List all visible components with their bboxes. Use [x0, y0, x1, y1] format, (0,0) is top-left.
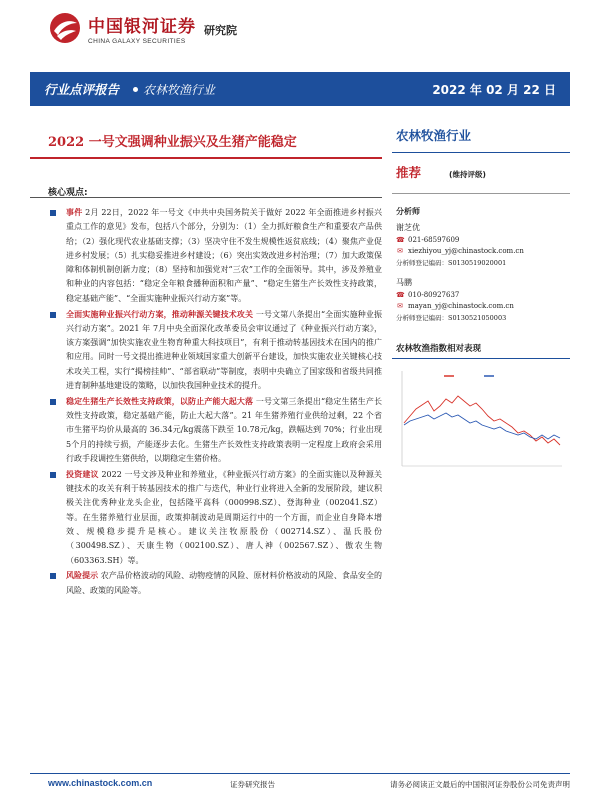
footer-divider — [30, 773, 570, 774]
core-divider — [30, 197, 382, 198]
list-item — [48, 468, 382, 568]
phone-icon: ☎ — [396, 291, 405, 299]
point-text: 一号文第三条提出“稳定生猪生产长效性支持政策，稳定基础产能，防止大起大落”。21 年生猪养殖行业供给过剩，22 个省市生猪平均价从最高的 36.34元/kg震荡下跌至 10.78元/kg，跌幅达到 70%；行业出现 5个月的持续亏损，产能逐步去化。生猪生产长效性支持政策表明一定程度上政府会采用行政手段调控生猪供给，以期稳定生猪价格。 — [66, 396, 383, 464]
rating-note: (维持评级) — [449, 170, 486, 179]
logo-en-text: CHINA GALAXY SECURITIES — [88, 37, 186, 45]
analyst-name: 马鹏 — [396, 278, 412, 287]
analyst-cert: 分析师登记编码：S0130521050003 — [396, 314, 507, 322]
logo-cn-text: 中国银河证券 — [88, 16, 196, 37]
point-lead: 事件 — [66, 208, 83, 217]
analyst-block-2 — [392, 277, 570, 322]
report-type: 行业点评报告 — [44, 82, 120, 97]
galaxy-logo-icon — [48, 11, 82, 45]
core-heading: 核心观点: — [48, 188, 88, 198]
footer-label: 证券研究报告 — [230, 780, 275, 789]
footer-url-link[interactable]: www.chinastock.com.cn — [48, 778, 153, 788]
analyst-email[interactable]: xiezhiyou_yj@chinastock.com.cn — [408, 247, 524, 255]
header-banner — [30, 72, 570, 106]
bullet-square-icon — [50, 312, 56, 318]
bullet-square-icon — [50, 210, 56, 216]
core-points — [48, 206, 382, 600]
report-date: 2022 年 02 月 22 日 — [432, 82, 556, 97]
point-text: 2022 一号文涉及种业和养殖业，《种业振兴行动方案》的全面实施以及种源关键技术的攻关有利于转基因技术的推广与迭代，种业行业将进入全新的发展阶段，建议积极关注优秀种业龙头企业，包括隆平高科（000998.SZ）、登海种业（002041.SZ）等。在生猪养殖行业层面，政策抑制波动是周期运行中的一个方面，而企业自身降本增效、规模稳步提升是核心。建议关注牧原股份（002714.SZ）、温氏股份（300498.SZ）、天康生物（002100.SZ）、唐人神（002567.SZ）、傲农生物（603363.SH）等。 — [66, 469, 382, 565]
bullet-square-icon — [50, 399, 56, 405]
analyst-name: 谢芝优 — [396, 223, 420, 232]
bullet-square-icon — [50, 573, 56, 579]
email-icon: ✉ — [397, 247, 403, 255]
analyst-block-1 — [392, 222, 570, 267]
point-lead: 全面实施种业振兴行动方案，推动种源关键技术攻关 — [66, 309, 254, 319]
phone-icon: ☎ — [396, 236, 405, 244]
point-text: 农产品价格波动的风险、动物疫情的风险、原材料价格波动的风险、食品安全的风险、政策的风险等。 — [66, 571, 382, 595]
analyst-phone: 021-68597609 — [408, 236, 460, 244]
rating-label: 推荐 — [396, 165, 422, 180]
chart-title: 农林牧渔指数相对表现 — [396, 344, 482, 354]
analyst-cert: 分析师登记编码：S0130519020001 — [396, 259, 507, 267]
point-text: 2月 22日，2022 年一号文《中共中央国务院关于做好 2022 年全面推进乡村振兴重点工作的意见》发布，包括八个部分，分别为：（1）全力抓好粮食生产和重要农产品供给；（2）强化现代农业基础支撑；（3）坚决守住不发生规模性返贫底线；（4）聚焦产业促进乡村发展；（5）扎实稳妥推进乡村建设；（6）突出实效改进乡村治理；（7）加大政策保障和体制机制创新力度；（8）坚持和加强党对“三农”工作的全面领导。其中，涉及养殖业和种业的内容包括：“稳定全年粮食播种面积和产量”、“稳定生猪生产长效性支持政策，稳定基础产能”、“全面实施种业振兴行动方案”等。 — [66, 208, 382, 303]
point-lead: 投资建议 — [66, 469, 99, 479]
title-divider — [30, 157, 382, 159]
list-item — [48, 206, 382, 306]
email-icon: ✉ — [397, 302, 403, 310]
series-a-line — [404, 396, 560, 445]
bullet-square-icon — [50, 472, 56, 478]
list-item — [48, 395, 382, 466]
chart-divider — [392, 358, 570, 359]
company-logo — [48, 6, 237, 50]
analyst-phone: 010-80927637 — [408, 291, 460, 299]
sidebar-industry: 农林牧渔行业 — [396, 128, 472, 143]
relative-performance-chart — [392, 361, 570, 485]
sidebar-divider — [392, 152, 570, 153]
analyst-email[interactable]: mayan_yj@chinastock.com.cn — [408, 302, 514, 310]
list-item — [48, 569, 382, 598]
report-title: 2022 一号文强调种业振兴及生猪产能稳定 — [48, 135, 297, 150]
series-b-line — [404, 413, 560, 439]
bullet-dot-icon — [133, 87, 138, 92]
industry-label: 农林牧渔行业 — [143, 82, 216, 97]
sidebar-divider-2 — [392, 193, 570, 194]
institute-label: 研究院 — [204, 24, 237, 37]
footer — [30, 778, 570, 792]
point-lead: 稳定生猪生产长效性支持政策，以防止产能大起大落 — [66, 396, 254, 406]
sidebar — [392, 126, 570, 485]
point-lead: 风险提示 — [66, 571, 99, 581]
chart-svg — [392, 361, 570, 481]
analyst-heading: 分析师 — [396, 207, 420, 216]
list-item — [48, 308, 382, 394]
point-text: 一号文第八条提出“全面实施种业振兴行动方案”。2021 年 7月中央全面深化改革委员会审议通过了《种业振兴行动方案》，该方案强调“加快实施农业生物育种重大科技项目”，有利于推动转基因技术在国内的推广和应用。同时一号文提出推进种业领域国家重大创新平台建设，加快实施农业关键核心技术攻关工程，实行“揭榜挂帅”、“部省联动”等制度，表明中央确立了国家级和省级共同推进育制种基地建设的策略，以加快我国种业技术的提升。 — [66, 309, 383, 391]
footer-disclaimer: 请务必阅读正文最后的中国银河证券股份公司免责声明 — [390, 780, 570, 789]
